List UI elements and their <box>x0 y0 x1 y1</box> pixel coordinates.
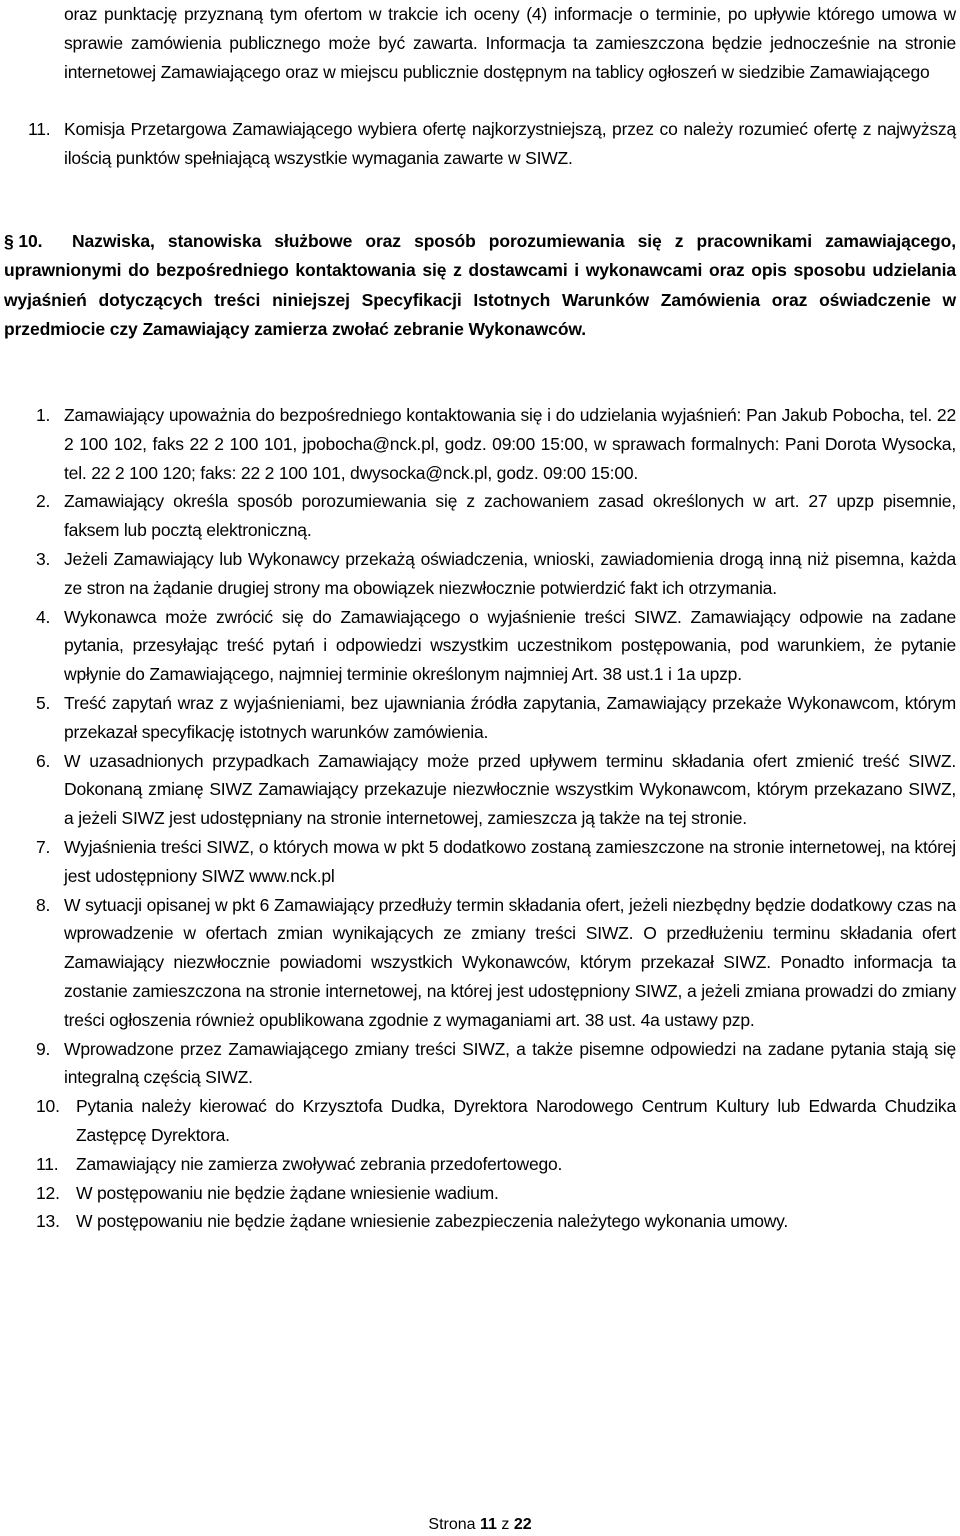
list-item-text: W sytuacji opisanej w pkt 6 Zamawiający przedłuży termin składania ofert, jeżeli niezbędny będzie dodatkowy czas na wprowadzenie w ofertach zmian wynikających ze zmiany treści SIWZ. O przedłużeniu terminu składania ofert Zamawiający niezwłocznie powiadomi wszystkich Wykonawców, którym przekazał SIWZ. Ponadto informacja ta zostanie zamieszczona na stronie internetowej, na której jest udostępniony SIWZ, a jeżeli zmiana prowadzi do zmiany treści ogłoszenia również opublikowana zgodnie z wymaganiami art. 38 ust. 4a ustawy pzp. <box>64 894 956 1030</box>
list-item-number: 1. <box>36 405 51 425</box>
list-item-number: 13. <box>36 1211 60 1232</box>
list-item-text: Pytania należy kierować do Krzysztofa Dudka, Dyrektora Narodowego Centrum Kultury lub Edwarda Chudzika Zastępcę Dyrektora. <box>76 1096 956 1145</box>
list-item-number: 10. <box>36 1096 60 1117</box>
list-item-number: 11. <box>36 1153 59 1174</box>
list-item <box>36 1207 956 1236</box>
list-item-text: Zamawiający określa sposób porozumiewania się z zachowaniem zasad określonych w art. 27 upzp pisemnie, faksem lub pocztą elektroniczną. <box>64 491 956 541</box>
list-item-text: W postępowaniu nie będzie żądane wniesienie zabezpieczenia należytego wykonania umowy. <box>76 1211 789 1232</box>
footer-prefix: Strona <box>428 1516 476 1533</box>
list-item <box>36 1092 956 1150</box>
list-item-text: Wykonawca może zwrócić się do Zamawiającego o wyjaśnienie treści SIWZ. Zamawiający odpowie na zadane pytania, przesyłając treść pytań i odpowiedzi wszystkim uczestnikom postępowania, pod warunkiem, że pytanie wpłynie do Zamawiającego, najmniej terminie określonym najmniej Art. 38 ust.1 i 1a upzp. <box>64 606 956 685</box>
numbered-list <box>36 401 956 1236</box>
list-item-number: 7. <box>36 836 51 857</box>
list-item-text: W uzasadnionych przypadkach Zamawiający może przed upływem terminu składania ofert zmienić treść SIWZ. Dokonaną zmianę SIWZ Zamawiający przekazuje niezwłocznie wszystkim Wykonawcom, którym przekazano SIWZ, a jeżeli SIWZ jest udostępniany na stronie internetowej, zamieszcza ją także na tej stronie. <box>64 750 956 829</box>
section-marker: § 10. <box>4 231 43 251</box>
list-item-number: 8. <box>36 894 51 915</box>
list-item <box>36 545 956 603</box>
list-item <box>36 487 956 545</box>
footer-separator: z <box>501 1516 510 1533</box>
list-item <box>36 1035 956 1093</box>
section-title: Nazwiska, stanowiska służbowe oraz sposób porozumiewania się z pracownikami zamawiającego, uprawnionymi do bezpośredniego kontaktowania się z dostawcami i wykonawcami oraz opis sposobu udzielania wyjaśnień dotyczących treści niniejszej Specyfikacji Istotnych Warunków Zamówienia oraz oświadczenie w przedmiocie czy Zamawiający zamierza zwołać zebranie Wykonawców. <box>4 231 956 340</box>
list-item <box>36 1150 956 1179</box>
point-number: 11. <box>28 119 51 139</box>
list-item-number: 3. <box>36 548 51 569</box>
list-item <box>36 1179 956 1208</box>
list-item-text: Zamawiający nie zamierza zwoływać zebrania przedofertowego. <box>76 1153 563 1174</box>
previous-section-point-11 <box>28 115 956 173</box>
list-item-number: 6. <box>36 750 51 771</box>
list-item <box>36 833 956 891</box>
list-item-text: W postępowaniu nie będzie żądane wniesienie wadium. <box>76 1182 499 1203</box>
section-heading <box>4 227 956 345</box>
page-footer <box>0 1515 960 1535</box>
point-text: Komisja Przetargowa Zamawiającego wybiera ofertę najkorzystniejszą, przez co należy rozumieć ofertę z najwyższą ilością punktów spełniającą wszystkie wymagania zawarte w SIWZ. <box>64 119 956 168</box>
list-item-text: Wyjaśnienia treści SIWZ, o których mowa w pkt 5 dodatkowo zostaną zamieszczone na stronie internetowej, na której jest udostępniony SIWZ www.nck.pl <box>64 836 956 886</box>
continuation-paragraph: oraz punktację przyznaną tym ofertom w trakcie ich oceny (4) informacje o terminie, po upływie którego umowa w sprawie zamówienia publicznego może być zawarta. Informacja ta zamieszczona będzie jednocześnie na stronie internetowej Zamawiającego oraz w miejscu publicznie dostępnym na tablicy ogłoszeń w siedzibie Zamawiającego <box>64 4 956 82</box>
list-item-text: Zamawiający upoważnia do bezpośredniego kontaktowania się i do udzielania wyjaśnień: Pan Jakub Pobocha, tel. 22 2 100 102, faks 22 2 100 101, jpobocha@nck.pl, godz. 09:00 15:00, w sprawach formalnych: Pani Dorota Wysocka, tel. 22 2 100 120; faks: 22 2 100 101, dwysocka@nck.pl, godz. 09:00 15:00. <box>64 405 956 483</box>
list-item <box>36 747 956 833</box>
list-item-number: 5. <box>36 692 51 713</box>
list-item <box>36 689 956 747</box>
list-item-number: 2. <box>36 491 51 512</box>
list-item-text: Treść zapytań wraz z wyjaśnieniami, bez ujawniania źródła zapytania, Zamawiający przekaże Wykonawcom, którym przekazał specyfikację istotnych warunków zamówienia. <box>64 692 956 742</box>
footer-total-pages: 22 <box>513 1516 532 1533</box>
footer-current-page: 11 <box>479 1516 497 1533</box>
list-item-text: Wprowadzone przez Zamawiającego zmiany treści SIWZ, a także pisemne odpowiedzi na zadane pytania stają się integralną częścią SIWZ. <box>64 1038 956 1088</box>
list-item <box>36 603 956 689</box>
list-item-number: 12. <box>36 1182 60 1203</box>
list-item-text: Jeżeli Zamawiający lub Wykonawcy przekażą oświadczenia, wnioski, zawiadomienia drogą inną niż pisemna, każda ze stron na żądanie drugiej strony ma obowiązek niezwłocznie potwierdzić fakt ich otrzymania. <box>64 548 956 598</box>
list-item-number: 4. <box>36 606 51 627</box>
list-item <box>36 891 956 1035</box>
list-item-number: 9. <box>36 1038 51 1059</box>
list-item <box>36 401 956 487</box>
